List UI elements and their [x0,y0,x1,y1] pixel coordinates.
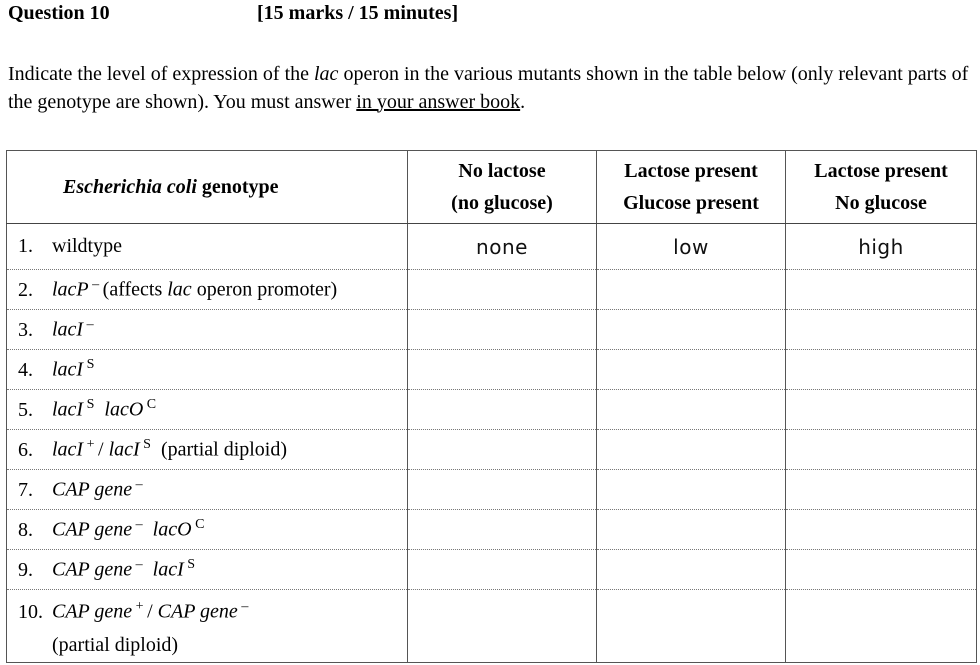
genotype-separator: / [147,600,158,623]
header-lactose-glucose-line2: Glucose present [623,192,759,214]
gene-superscript: – [83,317,94,333]
gene-superscript: – [132,557,143,573]
gene-name-2: lacI [152,558,184,581]
genotype-cell [7,270,408,310]
intro-end: . [520,90,526,113]
intro-underlined: in your answer book [356,90,521,113]
gene-name-2: CAP gene [157,600,238,623]
answer-no-lactose[interactable] [408,310,597,350]
genotype-expression-table [6,150,977,663]
gene-superscript: – [132,517,143,533]
genotype-cell [7,510,408,550]
gene-name: lacI [52,318,84,341]
answer-lactose-no-glucose[interactable] [786,430,977,470]
answer-no-lactose: none [408,224,597,270]
gene-name: lacP [52,278,89,301]
gene-name: lacI [52,398,84,421]
genotype-cell [7,470,408,510]
instructions-paragraph [8,61,976,116]
marks-allocation: [15 marks / 15 minutes] [257,2,459,24]
table-row [7,350,977,390]
answer-lactose-glucose[interactable] [597,470,786,510]
header-lactose-no-glucose [786,151,977,224]
header-lactose-glucose-line1: Lactose present [624,160,758,182]
gene-superscript: + [83,437,98,453]
gene-superscript: + [132,599,148,615]
row-number: 8. [18,518,33,541]
answer-lactose-glucose[interactable] [597,550,786,590]
gene-name-2: lacI [108,438,140,461]
gene-superscript: S [83,357,95,373]
genotype-separator: / [98,438,109,461]
row-number: 4. [18,358,33,381]
header-lactose-glucose [597,151,786,224]
gene-lac: lac [167,278,192,301]
table-row [7,550,977,590]
row-number: 6. [18,438,33,461]
answer-lactose-glucose[interactable] [597,510,786,550]
gene-name: CAP gene [52,478,133,501]
gene-superscript-2: C [143,397,157,413]
intro-text-1: Indicate the level of expression of the [8,63,314,85]
answer-lactose-no-glucose[interactable] [786,590,977,663]
gene-name-2: lacO [104,398,144,421]
answer-lactose-no-glucose[interactable] [786,310,977,350]
answer-lactose-glucose[interactable] [597,390,786,430]
header-lactose-no-glucose-line1: Lactose present [814,160,948,182]
row-number: 10. [18,600,43,623]
genotype-cell [7,430,408,470]
table-row [7,590,977,663]
answer-lactose-glucose[interactable] [597,430,786,470]
gene-superscript-2: S [139,437,151,453]
header-species: Escherichia coli [63,176,197,198]
header-genotype-word: genotype [196,176,279,198]
answer-lactose-no-glucose: high [786,224,977,270]
genotype-text: wildtype [52,235,122,257]
genotype-note: (partial diploid) [160,438,288,461]
genotype-cell [7,310,408,350]
gene-name: lacI [52,358,84,381]
intro-lac: lac [314,63,339,85]
answer-lactose-no-glucose[interactable] [786,510,977,550]
answer-no-lactose[interactable] [408,350,597,390]
answer-lactose-no-glucose[interactable] [786,470,977,510]
row-number: 3. [18,318,33,341]
gene-superscript-2: – [237,599,249,615]
row-number: 2. [18,278,33,301]
genotype-text: operon promoter) [191,278,338,301]
gene-superscript: – [88,277,103,293]
genotype-note: (partial diploid) [52,633,179,656]
answer-no-lactose[interactable] [408,470,597,510]
genotype-cell [7,390,408,430]
answer-no-lactose[interactable] [408,510,597,550]
answer-no-lactose[interactable] [408,270,597,310]
gene-superscript: – [132,477,143,493]
gene-name: lacI [52,438,84,461]
table-row [7,270,977,310]
gene-name: CAP gene [52,600,133,623]
gene-name-2: lacO [152,518,192,541]
genotype-cell [7,590,408,663]
row-number: 9. [18,558,33,581]
table-row [7,510,977,550]
answer-no-lactose[interactable] [408,430,597,470]
gene-superscript: S [83,397,95,413]
header-lactose-no-glucose-line2: No glucose [835,192,927,214]
question-number: Question 10 [8,2,110,24]
answer-lactose-glucose[interactable] [597,310,786,350]
answer-lactose-no-glucose[interactable] [786,550,977,590]
header-no-lactose [408,151,597,224]
genotype-cell [7,550,408,590]
row-number: 1. [18,235,33,257]
answer-no-lactose[interactable] [408,550,597,590]
answer-lactose-glucose[interactable] [597,270,786,310]
answer-lactose-glucose[interactable] [597,350,786,390]
row-number: 7. [18,478,33,501]
intro-text-2: operon in the various mutants shown in the table below (only relevant parts of the genotype are shown). You must answer [8,63,969,113]
row-number: 5. [18,398,33,421]
table-row [7,224,977,270]
genotype-cell [7,224,408,270]
header-genotype [7,151,408,224]
answer-lactose-no-glucose[interactable] [786,270,977,310]
answer-no-lactose[interactable] [408,390,597,430]
genotype-text: (affects [102,278,168,301]
answer-lactose-no-glucose[interactable] [786,350,977,390]
table-row [7,430,977,470]
answer-no-lactose[interactable] [408,590,597,663]
header-no-lactose-line1: No lactose [458,160,546,182]
gene-name: CAP gene [52,518,133,541]
genotype-cell [7,350,408,390]
gene-superscript-2: S [183,557,196,573]
table-row [7,390,977,430]
gene-superscript-2: C [191,517,205,533]
gene-name: CAP gene [52,558,133,581]
answer-lactose-no-glucose[interactable] [786,390,977,430]
table-row [7,310,977,350]
answer-lactose-glucose: low [597,224,786,270]
header-no-lactose-line2: (no glucose) [451,192,553,214]
table-header-row [7,151,977,224]
answer-lactose-glucose[interactable] [597,590,786,663]
table-row [7,470,977,510]
